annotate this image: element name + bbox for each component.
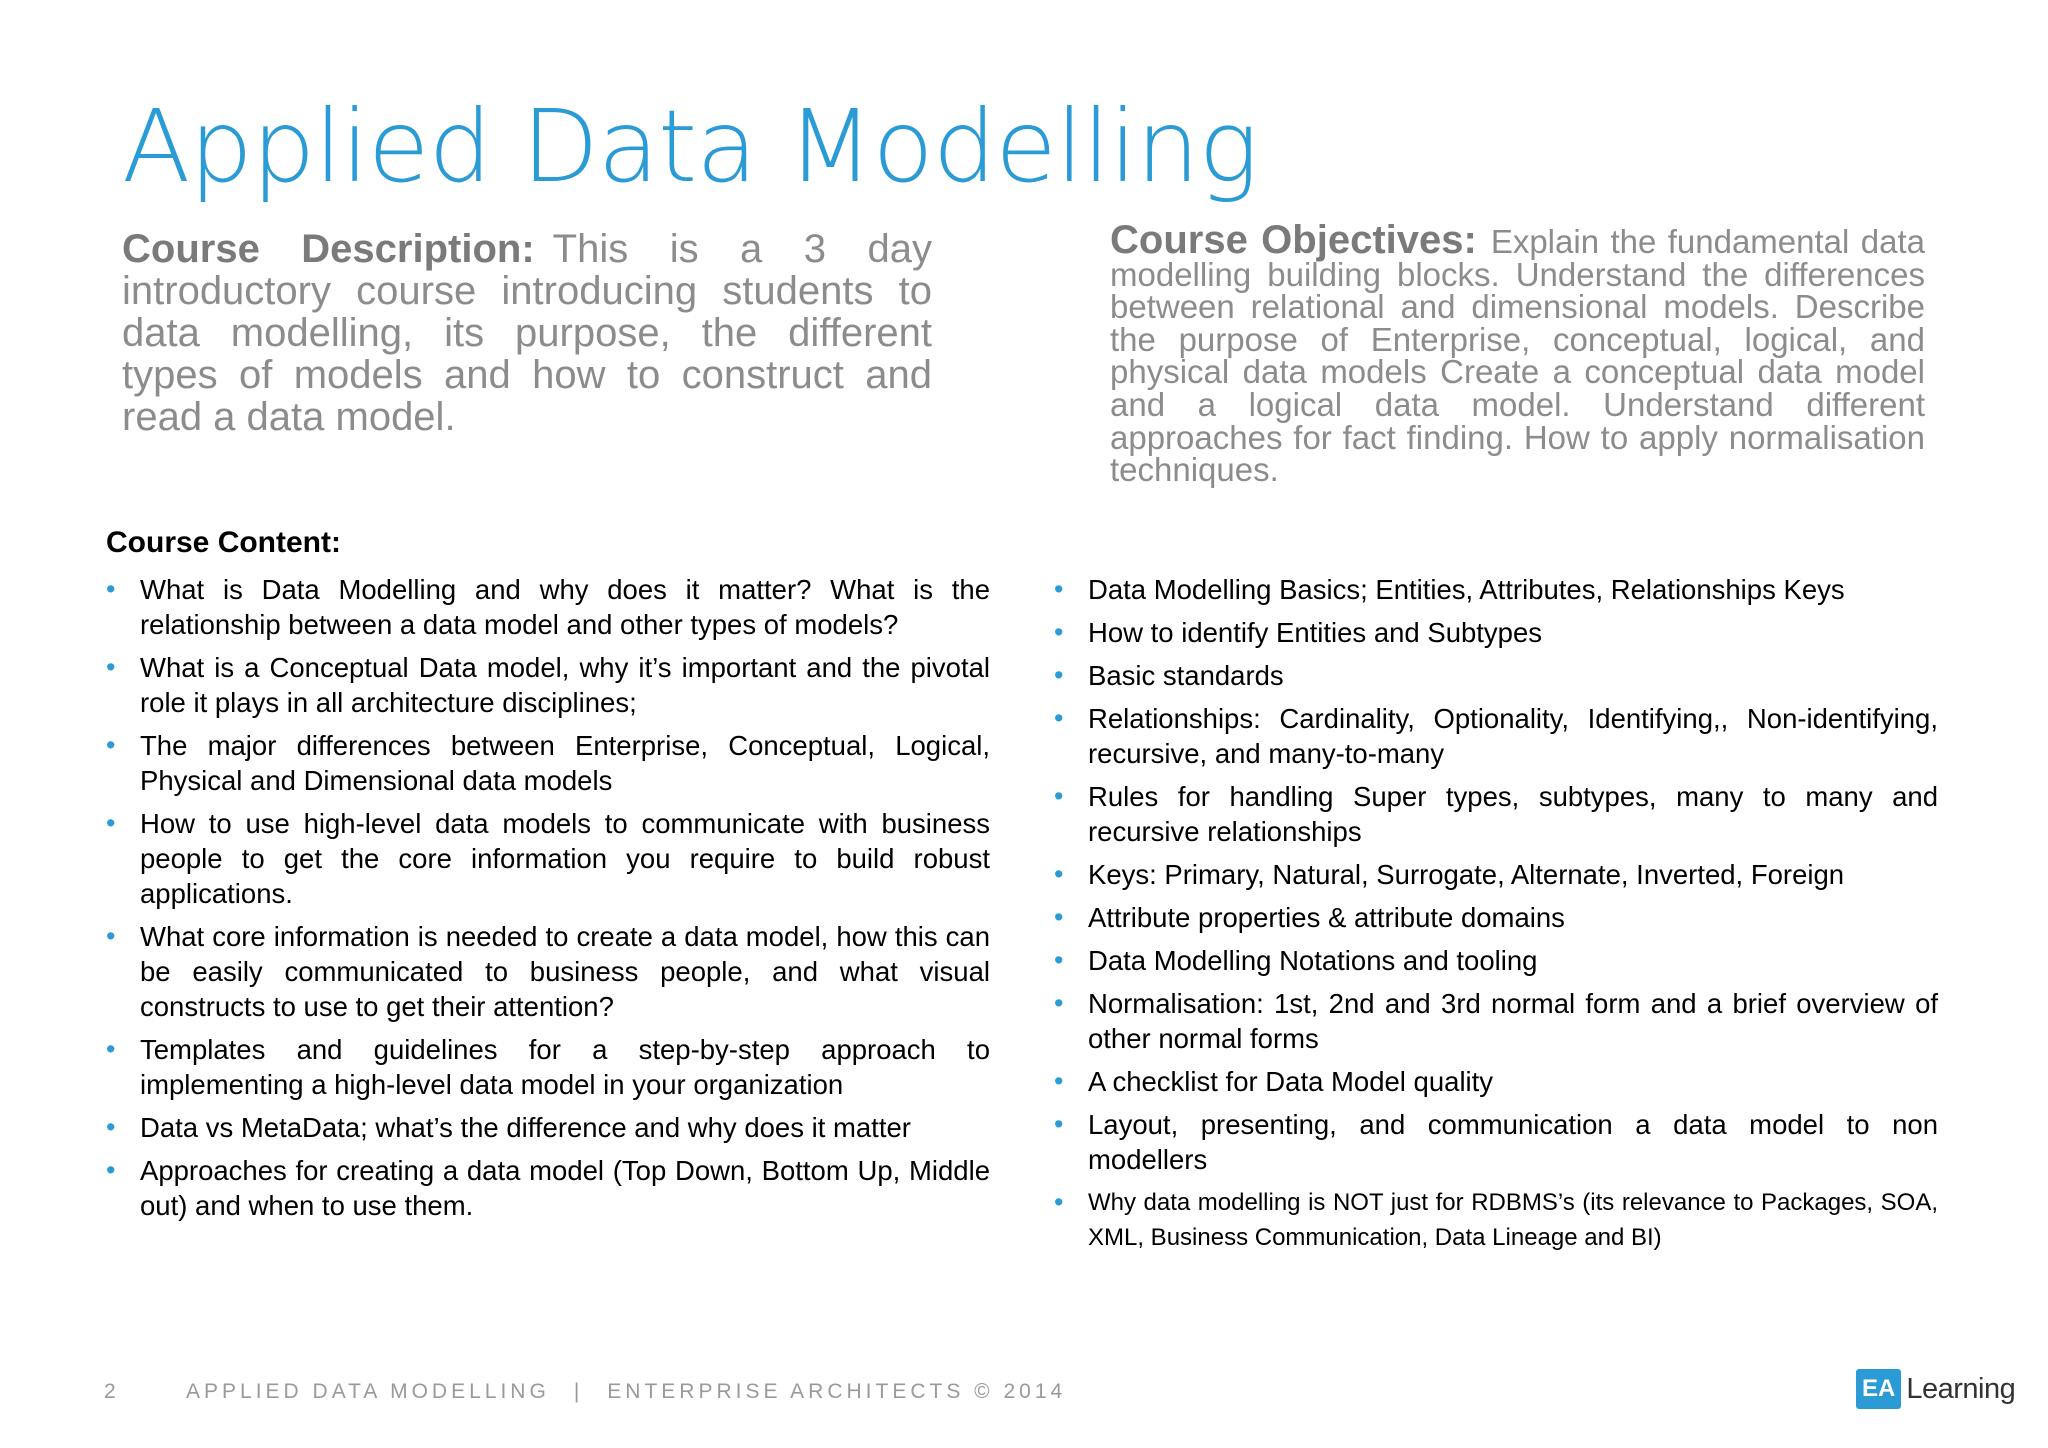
list-item-text: Why data modelling is NOT just for RDBMS’s (its relevance to Packages, SOA, XML, Business Communication, Data Lineage and BI) xyxy=(1088,1189,1938,1251)
course-content-heading: Course Content: xyxy=(106,526,341,559)
list-item-text: What is Data Modelling and why does it matter? What is the relationship between a data model and other types of models? xyxy=(140,574,990,640)
list-item-text: Normalisation: 1st, 2nd and 3rd normal form and a brief overview of other normal forms xyxy=(1088,988,1938,1054)
bullet-icon: • xyxy=(106,808,116,838)
list-item xyxy=(106,572,990,642)
course-objectives-label: Course Objectives: xyxy=(1110,218,1477,262)
bullet-icon: • xyxy=(1054,703,1064,733)
list-item-text: How to identify Entities and Subtypes xyxy=(1088,617,1543,648)
bullet-icon: • xyxy=(106,921,116,951)
page-title: Applied Data Modelling xyxy=(122,88,1258,205)
course-content-left-list xyxy=(106,572,990,1231)
list-item xyxy=(1054,986,1938,1056)
page-number: 2 xyxy=(104,1380,118,1403)
list-item xyxy=(1054,943,1938,978)
list-item-text: Basic standards xyxy=(1088,660,1284,691)
course-description-text: This is a 3 day introductory course introducing students to data modelling, its purpose, the different types of models and how to construct and read a data model. xyxy=(122,227,932,439)
list-item xyxy=(1054,572,1938,607)
list-item xyxy=(106,650,990,720)
list-item xyxy=(1054,1064,1938,1099)
footer-text xyxy=(186,1380,1066,1404)
bullet-icon: • xyxy=(106,652,116,682)
bullet-icon: • xyxy=(1054,781,1064,811)
course-description-label: Course Description: xyxy=(122,227,535,271)
list-item xyxy=(1054,701,1938,771)
list-item-text: A checklist for Data Model quality xyxy=(1088,1066,1494,1097)
course-description xyxy=(122,228,932,438)
bullet-icon: • xyxy=(1054,617,1064,647)
list-item xyxy=(1054,615,1938,650)
list-item-text: Data Modelling Basics; Entities, Attributes, Relationships Keys xyxy=(1088,574,1845,605)
bullet-icon: • xyxy=(106,1112,116,1142)
list-item-text: What is a Conceptual Data model, why it’s important and the pivotal role it plays in all architecture disciplines; xyxy=(140,652,990,718)
list-item-text: The major differences between Enterprise, Conceptual, Logical, Physical and Dimensional data models xyxy=(140,730,990,796)
list-item xyxy=(1054,857,1938,892)
list-item xyxy=(1054,779,1938,849)
bullet-icon: • xyxy=(1054,945,1064,975)
bullet-icon: • xyxy=(1054,1187,1064,1217)
bullet-icon: • xyxy=(1054,574,1064,604)
list-item xyxy=(106,1153,990,1223)
course-content-right-list xyxy=(1054,572,1938,1263)
bullet-icon: • xyxy=(106,1155,116,1185)
list-item-text: Templates and guidelines for a step-by-step approach to implementing a high-level data model in your organization xyxy=(140,1034,990,1100)
list-item xyxy=(1054,658,1938,693)
bullet-icon: • xyxy=(1054,660,1064,690)
list-item xyxy=(1054,1107,1938,1177)
list-item xyxy=(106,1110,990,1145)
list-item-text: How to use high-level data models to communicate with business people to get the core information you require to build robust applications. xyxy=(140,808,990,909)
list-item-text: Rules for handling Super types, subtypes, many to many and recursive relationships xyxy=(1088,781,1938,847)
course-objectives xyxy=(1110,218,1925,489)
bullet-icon: • xyxy=(1054,1066,1064,1096)
list-item xyxy=(106,806,990,911)
list-item-text: Data Modelling Notations and tooling xyxy=(1088,945,1538,976)
logo-badge: EA xyxy=(1856,1369,1901,1409)
footer-course: APPLIED DATA MODELLING xyxy=(186,1380,550,1403)
list-item xyxy=(106,1032,990,1102)
bullet-icon: • xyxy=(106,574,116,604)
list-item xyxy=(1054,1185,1938,1255)
bullet-icon: • xyxy=(1054,988,1064,1018)
bullet-icon: • xyxy=(1054,859,1064,889)
list-item-text: Data vs MetaData; what’s the difference and why does it matter xyxy=(140,1112,911,1143)
list-item xyxy=(1054,900,1938,935)
list-item-text: What core information is needed to create a data model, how this can be easily communicated to business people, and what visual constructs to use to get their attention? xyxy=(140,921,990,1022)
list-item-text: Attribute properties & attribute domains xyxy=(1088,902,1565,933)
bullet-icon: • xyxy=(106,730,116,760)
bullet-icon: • xyxy=(1054,902,1064,932)
bullet-icon: • xyxy=(106,1034,116,1064)
list-item-text: Layout, presenting, and communication a data model to non modellers xyxy=(1088,1109,1938,1175)
footer-separator: | xyxy=(573,1380,584,1403)
course-objectives-text: Explain the fundamental data modelling building blocks. Understand the differences between relational and dimensional models. Describe the purpose of Enterprise, conceptual, logical, and physical data models Create a conceptual data model and a logical data model. Understand different approaches for fact finding. How to apply normalisation techniques. xyxy=(1110,223,1925,489)
footer-company: ENTERPRISE ARCHITECTS © 2014 xyxy=(607,1380,1067,1403)
list-item-text: Approaches for creating a data model (Top Down, Bottom Up, Middle out) and when to use them. xyxy=(140,1155,990,1221)
list-item-text: Relationships: Cardinality, Optionality, Identifying,, Non-identifying, recursive, and many-to-many xyxy=(1088,703,1938,769)
list-item-text: Keys: Primary, Natural, Surrogate, Alternate, Inverted, Foreign xyxy=(1088,859,1845,890)
list-item xyxy=(106,728,990,798)
logo-word: Learning xyxy=(1906,1372,2016,1405)
ea-learning-logo xyxy=(1856,1369,2015,1409)
list-item xyxy=(106,919,990,1024)
bullet-icon: • xyxy=(1054,1109,1064,1139)
